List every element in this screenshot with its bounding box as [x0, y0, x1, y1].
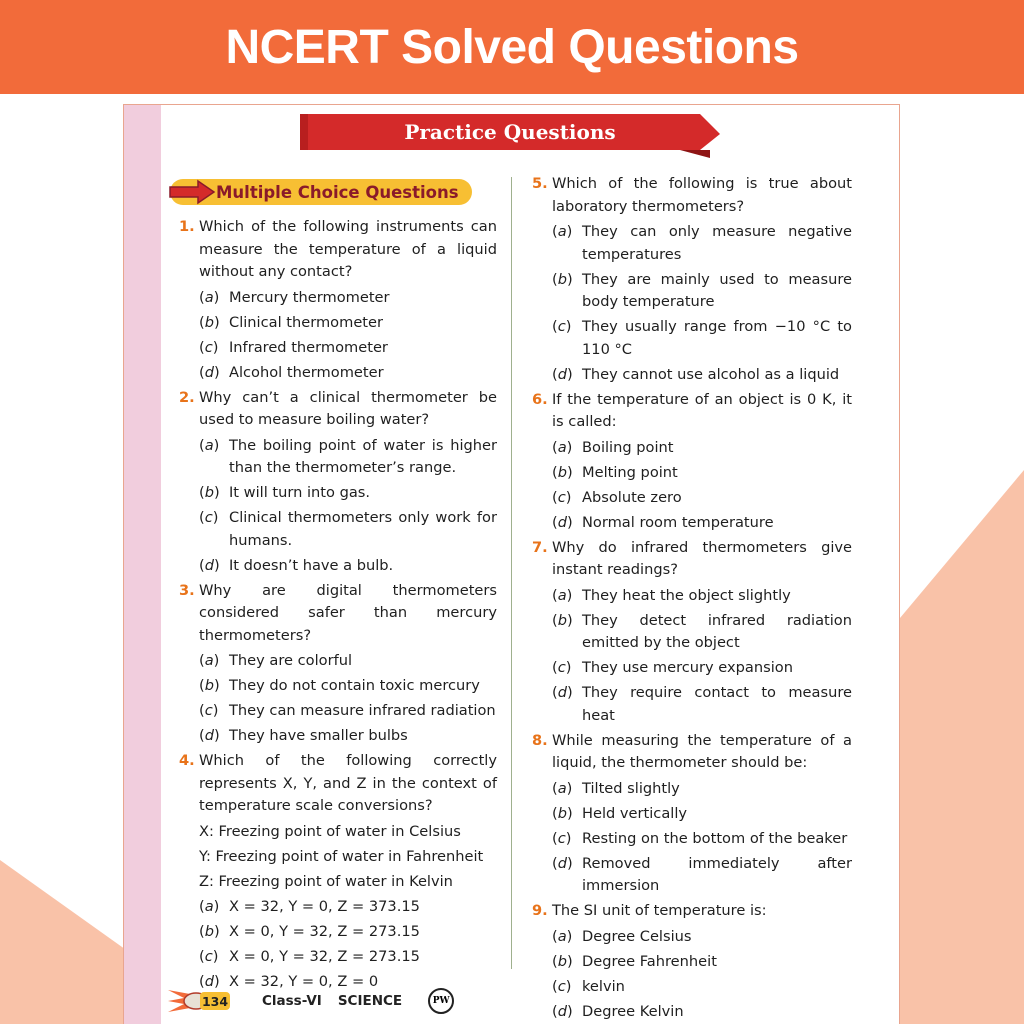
option-text: They usually range from −10 °C to 110 °C: [582, 318, 852, 358]
option-letter: ( c ): [199, 946, 229, 969]
option-text: They do not contain toxic mercury: [229, 677, 480, 694]
option-text: X = 0, Y = 32, Z = 273.15: [229, 922, 420, 940]
option-c: [179, 507, 497, 552]
question: [532, 173, 852, 386]
option-text: They heat the object slightly: [582, 586, 791, 604]
pw-logo: [428, 988, 454, 1014]
option-text: They can measure infrared radiation: [229, 702, 496, 719]
option-text: Degree Fahrenheit: [582, 952, 717, 970]
section-heading: [170, 179, 472, 205]
option-letter: ( d ): [199, 725, 229, 748]
question-number: 8.: [532, 731, 548, 749]
option-letter: ( d ): [552, 364, 582, 387]
option-a: [179, 287, 497, 310]
option-letter: ( c ): [552, 976, 582, 999]
option-d: [532, 364, 852, 387]
option-letter: ( a ): [199, 896, 229, 919]
option-text: It doesn’t have a bulb.: [229, 556, 394, 574]
option-letter: ( b ): [199, 921, 229, 944]
subject-label: SCIENCE: [337, 993, 403, 1009]
left-column: [179, 216, 497, 996]
question-detail: Z: Freezing point of water in Kelvin: [199, 872, 453, 890]
option-c: [532, 657, 852, 680]
question-text: Why do infrared thermometers give instant readings?: [552, 538, 852, 578]
question-stem: [532, 537, 852, 582]
question-text: Which of the following correctly represents X, Y, and Z in the context of temperature scale conversions?: [199, 752, 497, 814]
option-letter: ( a ): [552, 926, 582, 949]
option-letter: ( a ): [199, 650, 229, 673]
option-c: [179, 700, 497, 723]
option-d: [532, 682, 852, 727]
option-a: [532, 437, 852, 460]
option-d: [179, 725, 497, 748]
option-text: They use mercury expansion: [582, 659, 793, 676]
option-c: [532, 316, 852, 361]
option-letter: ( a ): [552, 778, 582, 801]
option-letter: ( d ): [552, 853, 582, 898]
class-label: Class-VI: [262, 993, 322, 1009]
option-letter: ( a ): [199, 435, 229, 480]
option-b: [532, 269, 852, 314]
ribbon-banner: [300, 114, 720, 158]
question-stem: [532, 389, 852, 434]
question-stem: [532, 173, 852, 218]
question: [179, 580, 497, 748]
question-stem: [179, 750, 497, 818]
option-letter: ( c ): [199, 507, 229, 552]
option-b: [179, 312, 497, 335]
option-text: Degree Kelvin: [582, 1002, 684, 1020]
option-d: [532, 512, 852, 535]
question-detail: Y: Freezing point of water in Fahrenheit: [199, 847, 484, 865]
option-letter: ( a ): [199, 287, 229, 310]
option-d: [179, 362, 497, 385]
option-a: [179, 435, 497, 480]
column-divider: [511, 177, 512, 969]
option-text: X = 0, Y = 32, Z = 273.15: [229, 947, 420, 965]
option-text: Resting on the bottom of the beaker: [582, 829, 848, 847]
question-number: 2.: [179, 388, 195, 406]
question-stem: [179, 387, 497, 432]
option-text: Normal room temperature: [582, 513, 774, 531]
option-a: [179, 896, 497, 919]
question-text: If the temperature of an object is 0 K, it is called:: [552, 390, 852, 430]
option-c: [532, 487, 852, 510]
option-d: [532, 1001, 852, 1024]
option-text: Tilted slightly: [582, 779, 680, 797]
question-number: 7.: [532, 538, 548, 556]
option-b: [532, 951, 852, 974]
question: [532, 537, 852, 728]
option-letter: ( b ): [552, 803, 582, 826]
option-text: Clinical thermometer: [229, 313, 383, 331]
question-number: 5.: [532, 175, 548, 192]
option-a: [532, 778, 852, 801]
option-text: They cannot use alcohol as a liquid: [582, 365, 840, 383]
option-text: Alcohol thermometer: [229, 363, 384, 381]
option-text: X = 32, Y = 0, Z = 0: [229, 972, 379, 990]
option-letter: ( c ): [552, 657, 582, 680]
option-b: [179, 921, 497, 944]
option-text: Mercury thermometer: [229, 288, 390, 306]
option-a: [532, 585, 852, 608]
option-b: [179, 482, 497, 505]
banner-title: NCERT Solved Questions: [0, 0, 1024, 94]
question-stem: [179, 580, 497, 648]
option-text: kelvin: [582, 977, 625, 995]
section-heading-label: Multiple Choice Questions: [216, 182, 459, 202]
question-number: 1.: [179, 218, 195, 235]
option-letter: ( b ): [199, 675, 229, 698]
option-letter: ( b ): [199, 482, 229, 505]
option-letter: ( b ): [552, 951, 582, 974]
page-footer: [168, 985, 468, 1017]
option-letter: ( a ): [552, 221, 582, 266]
option-text: X = 32, Y = 0, Z = 373.15: [229, 897, 420, 915]
option-letter: ( b ): [552, 610, 582, 655]
question-stem: [532, 730, 852, 775]
option-a: [179, 650, 497, 673]
pw-logo-text: PW: [432, 996, 450, 1006]
question-text: Why are digital thermometers considered safer than mercury thermometers?: [199, 581, 497, 644]
option-text: The boiling point of water is higher than the thermometer’s range.: [229, 436, 497, 476]
question-stem: [532, 900, 852, 923]
option-text: Infrared thermometer: [229, 338, 388, 356]
option-b: [179, 675, 497, 698]
option-letter: ( c ): [199, 337, 229, 360]
question-number: 9.: [532, 902, 548, 919]
option-letter: ( c ): [552, 828, 582, 851]
option-text: They can only measure negative temperatures: [582, 223, 852, 263]
option-d: [179, 555, 497, 578]
question-text: Which of the following is true about laboratory thermometers?: [552, 175, 852, 215]
option-letter: ( b ): [552, 269, 582, 314]
side-strip: [124, 105, 161, 1024]
option-letter: ( c ): [199, 700, 229, 723]
question: [179, 750, 497, 993]
question-number: 4.: [179, 752, 195, 769]
option-text: Degree Celsius: [582, 927, 692, 945]
option-letter: ( a ): [552, 437, 582, 460]
option-text: Boiling point: [582, 438, 674, 456]
option-letter: ( d ): [199, 971, 229, 994]
question-number: 3.: [179, 581, 195, 599]
option-text: Held vertically: [582, 804, 688, 822]
option-a: [532, 221, 852, 266]
option-text: They have smaller bulbs: [229, 727, 408, 744]
option-text: Melting point: [582, 463, 678, 481]
option-b: [532, 462, 852, 485]
option-text: They detect infrared radiation emitted by the object: [582, 611, 852, 651]
option-c: [179, 337, 497, 360]
option-letter: ( d ): [199, 362, 229, 385]
option-letter: ( b ): [199, 312, 229, 335]
option-letter: ( d ): [199, 555, 229, 578]
question-detail: X: Freezing point of water in Celsius: [199, 822, 461, 840]
option-b: [532, 610, 852, 655]
arrow-right-icon: [168, 179, 218, 205]
page-number: 134: [201, 993, 229, 1009]
option-text: It will turn into gas.: [229, 484, 371, 501]
option-letter: ( d ): [552, 512, 582, 535]
option-letter: ( d ): [552, 1001, 582, 1024]
option-text: Absolute zero: [582, 488, 682, 506]
right-column: [532, 173, 852, 1026]
question-stem: [179, 216, 497, 284]
option-letter: ( c ): [552, 316, 582, 361]
worksheet-page: [123, 104, 900, 1024]
question-text: Which of the following instruments can measure the temperature of a liquid without any contact?: [199, 218, 497, 280]
option-a: [532, 926, 852, 949]
option-b: [532, 803, 852, 826]
question-text: Why can’t a clinical thermometer be used to measure boiling water?: [199, 388, 497, 428]
page-number-badge: [168, 986, 234, 1016]
option-text: They are mainly used to measure body temperature: [582, 270, 852, 310]
option-c: [179, 946, 497, 969]
question-text: While measuring the temperature of a liquid, the thermometer should be:: [552, 731, 852, 771]
option-text: They are colorful: [229, 652, 353, 669]
option-c: [532, 828, 852, 851]
option-letter: ( b ): [552, 462, 582, 485]
option-text: Clinical thermometers only work for humans.: [229, 509, 497, 549]
question: [179, 216, 497, 384]
option-letter: ( c ): [552, 487, 582, 510]
question-number: 6.: [532, 390, 548, 408]
question: [179, 387, 497, 578]
question: [532, 900, 852, 1023]
option-c: [532, 976, 852, 999]
question-text: The SI unit of temperature is:: [552, 902, 767, 919]
option-text: Removed immediately after immersion: [582, 854, 852, 894]
ribbon-title: Practice Questions: [404, 120, 616, 144]
option-d: [532, 853, 852, 898]
question: [532, 389, 852, 535]
question: [532, 730, 852, 898]
option-text: They require contact to measure heat: [582, 684, 852, 724]
option-letter: ( a ): [552, 585, 582, 608]
option-letter: ( d ): [552, 682, 582, 727]
